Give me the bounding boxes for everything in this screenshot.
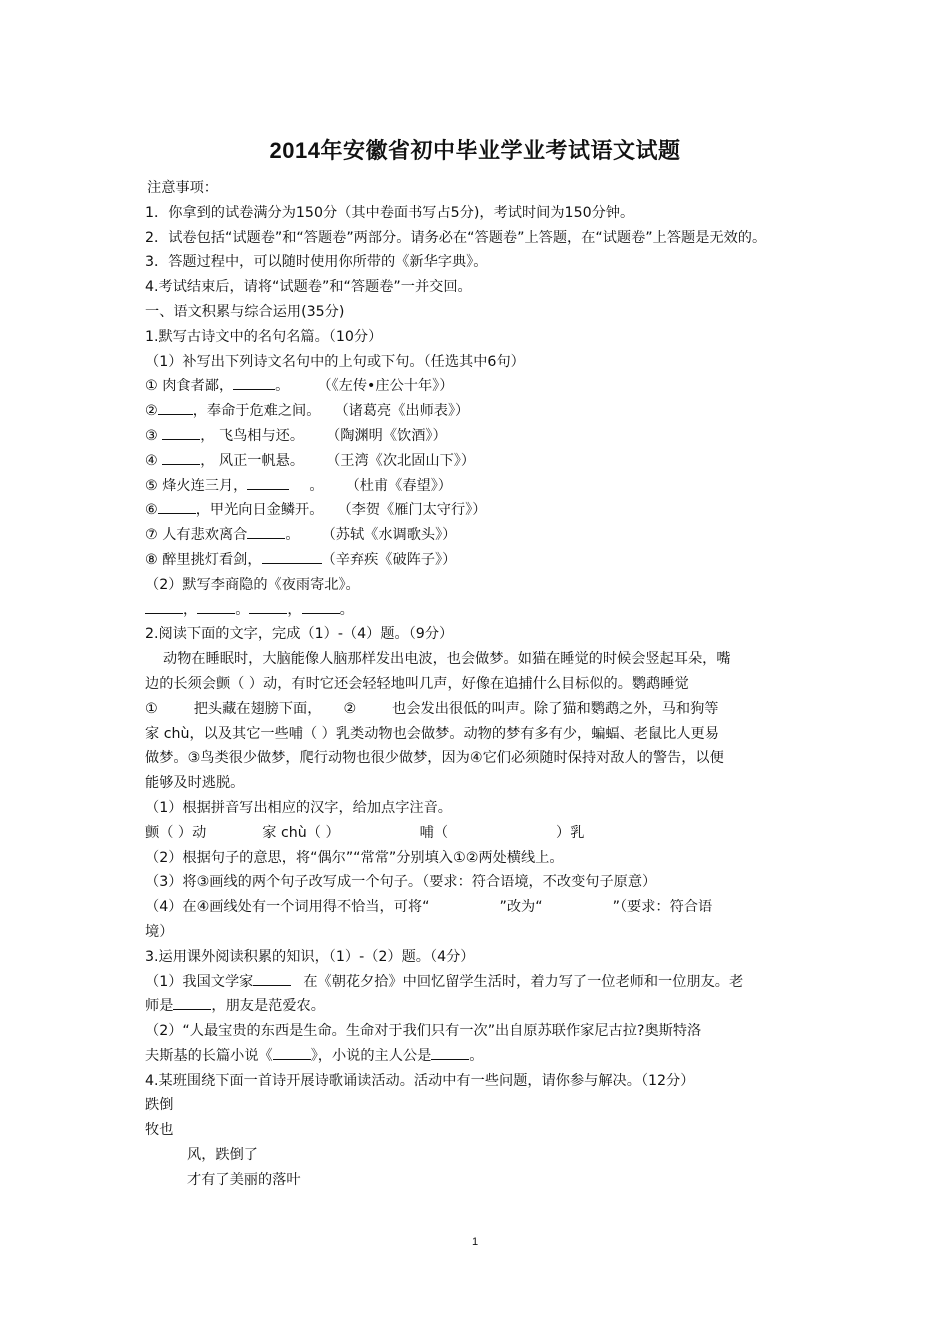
question-2-sub4-cont: 境）	[145, 923, 174, 940]
sub4-text: （4）在④画线处有一个词用得不恰当，可将“	[145, 899, 430, 916]
poem-title: 跌倒	[145, 1097, 174, 1114]
notice-header: 注意事项：	[147, 180, 218, 196]
item-text: ⑥	[145, 502, 158, 519]
item-text: ③	[145, 427, 163, 444]
recite-item-5	[145, 474, 809, 499]
passage-text: 把头藏在翅膀下面，	[193, 700, 322, 717]
passage-line: 动物在睡眠时，大脑能像人脑那样发出电波，也会做梦。如猫在睡觉的时候会竖起耳朵，嘴	[163, 651, 731, 668]
question-3-sub1	[145, 970, 809, 995]
item-source: （杜甫《春望》）	[345, 477, 452, 494]
punctuation: 。	[235, 601, 250, 618]
passage-line	[145, 697, 809, 722]
item-source: （辛弃疾《破阵子》）	[321, 551, 457, 568]
item-text: ，奉命于危难之间。	[192, 403, 321, 420]
poem-line: 才有了美丽的落叶	[187, 1171, 301, 1188]
blank-marker-1: ①	[145, 700, 158, 717]
question-3-sub1-cont	[145, 994, 809, 1019]
item-text: ，甲光向日金鳞开。	[195, 502, 324, 519]
answer-blank[interactable]	[431, 1045, 469, 1060]
item-source: （苏轼《水调歌头》）	[321, 527, 457, 544]
answer-blank[interactable]	[262, 549, 322, 564]
question-1-title: 1.默写古诗文中的名句名篇。（10分）	[145, 328, 383, 345]
item-source: （《左传•庄公十年》）	[317, 378, 454, 395]
answer-blank[interactable]	[158, 499, 196, 514]
passage-line: 能够及时逃脱。	[145, 775, 245, 792]
sub4-text: ”改为“	[499, 899, 543, 916]
question-4-title: 4.某班围绕下面一首诗开展诗歌诵读活动。活动中有一些问题，请你参与解决。（12分）	[145, 1072, 695, 1089]
punctuation: ，	[287, 601, 302, 618]
answer-blank[interactable]	[197, 599, 235, 614]
pinyin-item: 颤（ ）动	[145, 824, 207, 841]
answer-blank[interactable]	[247, 475, 289, 490]
question-3-title: 3.运用课外阅读积累的知识，（1）-（2）题。（4分）	[145, 948, 475, 965]
item-source: （李贺《雁门太守行》）	[337, 502, 487, 519]
answer-blank[interactable]	[173, 995, 211, 1010]
item-text: ②	[145, 403, 158, 420]
punctuation: 。	[339, 601, 354, 618]
answer-blank[interactable]	[158, 400, 193, 415]
sub1-text: 师是	[145, 998, 174, 1015]
sub2-text: 夫斯基的长篇小说《	[145, 1047, 273, 1064]
poem-author: 牧也	[145, 1122, 174, 1139]
answer-blank[interactable]	[273, 1045, 311, 1060]
punctuation: ，	[183, 601, 198, 618]
pinyin-item: 家 chù（ ）	[262, 824, 340, 841]
sub4-text: ”（要求：符合语	[612, 899, 713, 916]
passage-line: 做梦。③鸟类很少做梦，爬行动物也很少做梦，因为④它们必须随时保持对敌人的警告，以便	[145, 750, 724, 767]
question-2-sub2: （2）根据句子的意思，将“偶尔”“常常”分别填入①②两处横线上。	[145, 849, 564, 866]
sub1-text: ，朋友是范爱农。	[211, 998, 325, 1015]
sub2-text: 》，小说的主人公是	[310, 1047, 432, 1064]
question-1-sub1: （1）补写出下列诗文名句中的上句或下句。（任选其中6句）	[145, 353, 525, 370]
pinyin-row	[145, 821, 809, 846]
question-3-sub2: （2）“人最宝贵的东西是生命。生命对于我们只有一次”出自原苏联作家尼古拉?奥斯特洛	[145, 1023, 702, 1040]
answer-blank[interactable]	[145, 599, 183, 614]
item-text: ⑧ 醉里挑灯看剑，	[145, 551, 262, 568]
section-heading: 一、语文积累与综合运用(35分)	[145, 303, 345, 320]
item-text: 。	[275, 378, 290, 395]
question-2-sub1: （1）根据拼音写出相应的汉字，给加点字注音。	[145, 799, 452, 816]
item-source: （王湾《次北固山下》）	[326, 452, 476, 469]
question-2-title: 2.阅读下面的文字，完成（1）-（4）题。（9分）	[145, 626, 454, 643]
item-text: ， 飞鸟相与还。	[200, 427, 305, 444]
page-number: 1	[471, 1236, 479, 1248]
item-text: ⑤ 烽火连三月，	[145, 477, 248, 494]
answer-blank[interactable]	[302, 599, 340, 614]
item-text: ① 肉食者鄙，	[145, 378, 234, 395]
item-text: ④	[145, 452, 163, 469]
sub2-text: 。	[469, 1047, 484, 1064]
question-3-sub2-cont	[145, 1044, 809, 1069]
sub1-text: 在《朝花夕拾》中回忆留学生活时，着力写了一位老师和一位朋友。老	[303, 973, 744, 990]
blank-marker-2: ②	[343, 700, 357, 717]
sub1-text: （1）我国文学家	[145, 973, 254, 990]
answer-blank[interactable]	[162, 425, 200, 440]
passage-line: 边的长须会颤（ ）动，有时它还会轻轻地叫几声，好像在追捕什么目标似的。鹦鹉睡觉	[145, 675, 689, 692]
answer-blank[interactable]	[233, 375, 275, 390]
notice-item: 2．试卷包括“试题卷”和“答题卷”两部分。请务必在“答题卷”上答题，在“试题卷”上答题是无效的。	[145, 229, 767, 246]
answer-blank[interactable]	[247, 524, 285, 539]
recite-item-2	[145, 399, 809, 424]
document-body	[145, 176, 809, 1193]
recite-item-4	[145, 449, 809, 474]
notice-item: 4.考试结束后，请将“试题卷”和“答题卷”一并交回。	[145, 279, 472, 296]
item-text: 。	[285, 527, 300, 544]
question-2-sub3: （3）将③画线的两个句子改写成一个句子。（要求：符合语境，不改变句子原意）	[145, 874, 657, 891]
pinyin-item: ）乳	[556, 824, 585, 841]
passage-line: 家 chù，以及其它一些哺（ ）乳类动物也会做梦。动物的梦有多有少，蝙蝠、老鼠比人更易	[145, 725, 719, 742]
recite-item-3	[145, 424, 809, 449]
notice-item: 3．答题过程中，可以随时使用你所带的《新华字典》。	[145, 254, 488, 271]
recite-item-1	[145, 374, 809, 399]
passage-text: 也会发出很低的叫声。除了猫和鹦鹉之外，马和狗等	[392, 700, 719, 717]
recite-item-7	[145, 523, 809, 548]
item-source: （陶渊明《饮酒》）	[326, 427, 447, 444]
question-1-sub2: （2）默写李商隐的《夜雨寄北》。	[145, 576, 360, 593]
answer-blank[interactable]	[253, 971, 291, 986]
recite-item-8	[145, 548, 809, 573]
item-text: ⑦ 人有悲欢离合	[145, 527, 248, 544]
question-2-sub4	[145, 895, 809, 920]
poem-recite-line	[145, 598, 809, 623]
item-text: ， 风正一帆悬。	[200, 452, 305, 469]
recite-item-6	[145, 498, 809, 523]
page-title: 2014年安徽省初中毕业学业考试语文试题	[269, 138, 681, 163]
poem-line: 风，跌倒了	[187, 1147, 258, 1164]
pinyin-item: 哺（	[419, 824, 449, 841]
item-source: （诸葛亮《出师表》）	[334, 403, 470, 420]
notice-item: 1．你拿到的试卷满分为150分（其中卷面书写占5分)，考试时间为150分钟。	[145, 204, 635, 221]
answer-blank[interactable]	[249, 599, 287, 614]
answer-blank[interactable]	[162, 450, 200, 465]
item-text: 。	[309, 477, 324, 494]
